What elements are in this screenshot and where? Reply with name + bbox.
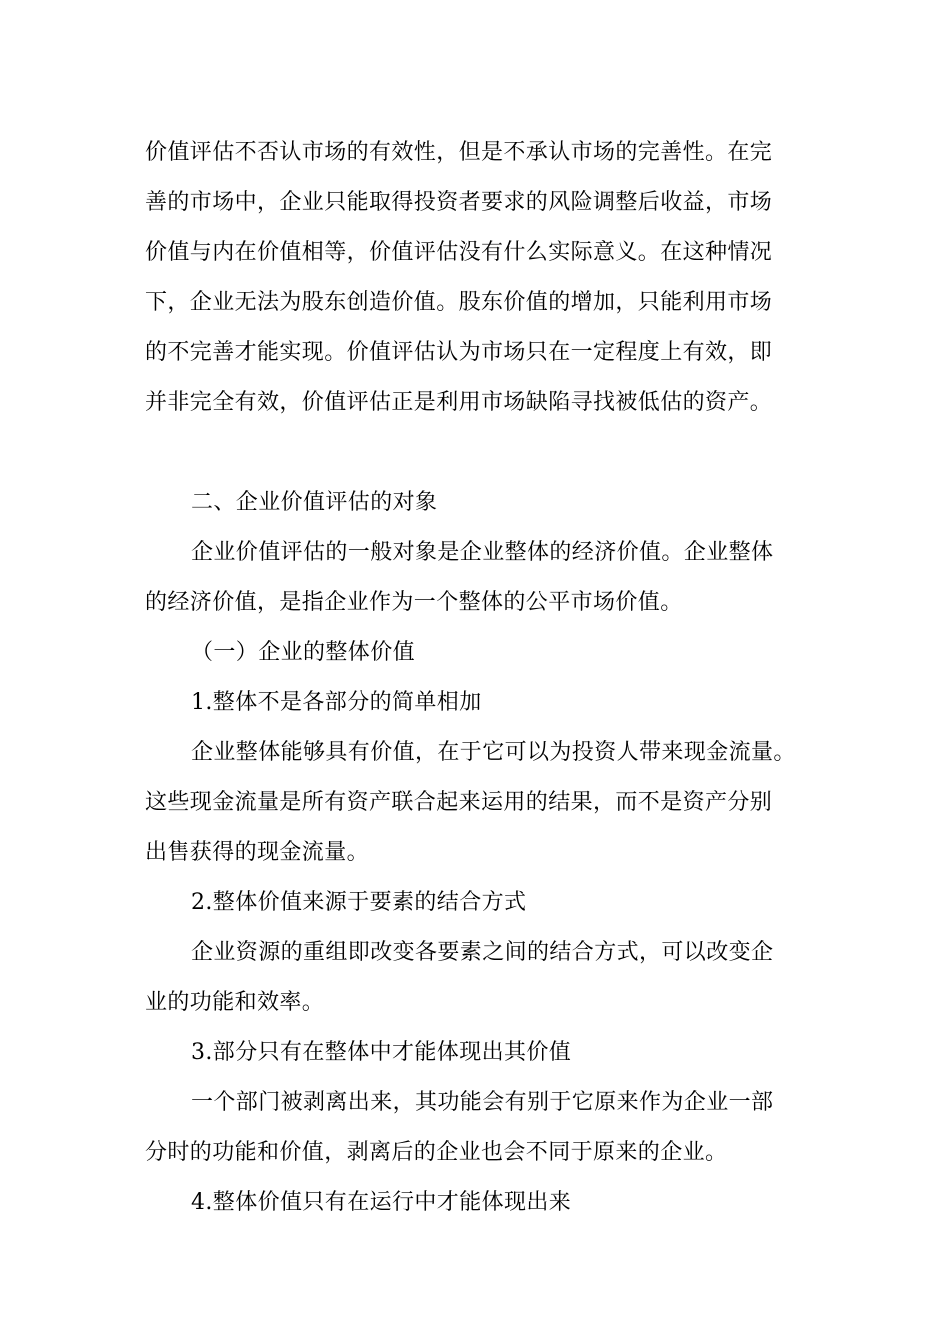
- paragraph-line: 企业整体能够具有价值，在于它可以为投资人带来现金流量。: [191, 740, 796, 765]
- paragraph-line: 业的功能和效率。: [145, 990, 325, 1015]
- item-title: 3.部分只有在整体中才能体现出其价值: [191, 1040, 572, 1065]
- paragraph-line: 善的市场中，企业只能取得投资者要求的风险调整后收益，市场: [145, 190, 773, 215]
- paragraph-line: 一个部门被剥离出来，其功能会有别于它原来作为企业一部: [191, 1090, 774, 1115]
- paragraph-line: 的经济价值，是指企业作为一个整体的公平市场价值。: [145, 590, 683, 615]
- paragraph-line: 企业价值评估的一般对象是企业整体的经济价值。企业整体: [191, 540, 774, 565]
- paragraph-line: 出售获得的现金流量。: [145, 840, 370, 865]
- item-title: 2.整体价值来源于要素的结合方式: [191, 890, 527, 915]
- paragraph-line: 价值与内在价值相等，价值评估没有什么实际意义。在这种情况: [145, 240, 773, 265]
- paragraph-line: 企业资源的重组即改变各要素之间的结合方式，可以改变企: [191, 940, 774, 965]
- paragraph-line: 并非完全有效，价值评估正是利用市场缺陷寻找被低估的资产。: [145, 390, 773, 415]
- paragraph-line: 这些现金流量是所有资产联合起来运用的结果，而不是资产分别: [145, 790, 773, 815]
- paragraph-line: 下，企业无法为股东创造价值。股东价值的增加，只能利用市场: [145, 290, 773, 315]
- paragraph-line: 的不完善才能实现。价值评估认为市场只在一定程度上有效，即: [145, 340, 773, 365]
- paragraph-line: 分时的功能和价值，剥离后的企业也会不同于原来的企业。: [145, 1140, 728, 1165]
- item-title: 1.整体不是各部分的简单相加: [191, 690, 482, 715]
- paragraph-line: 价值评估不否认市场的有效性，但是不承认市场的完善性。在完: [145, 140, 773, 165]
- subsection-heading: （一）企业的整体价值: [191, 640, 416, 665]
- section-heading: 二、企业价值评估的对象: [191, 490, 438, 515]
- item-title: 4.整体价值只有在运行中才能体现出来: [191, 1190, 572, 1215]
